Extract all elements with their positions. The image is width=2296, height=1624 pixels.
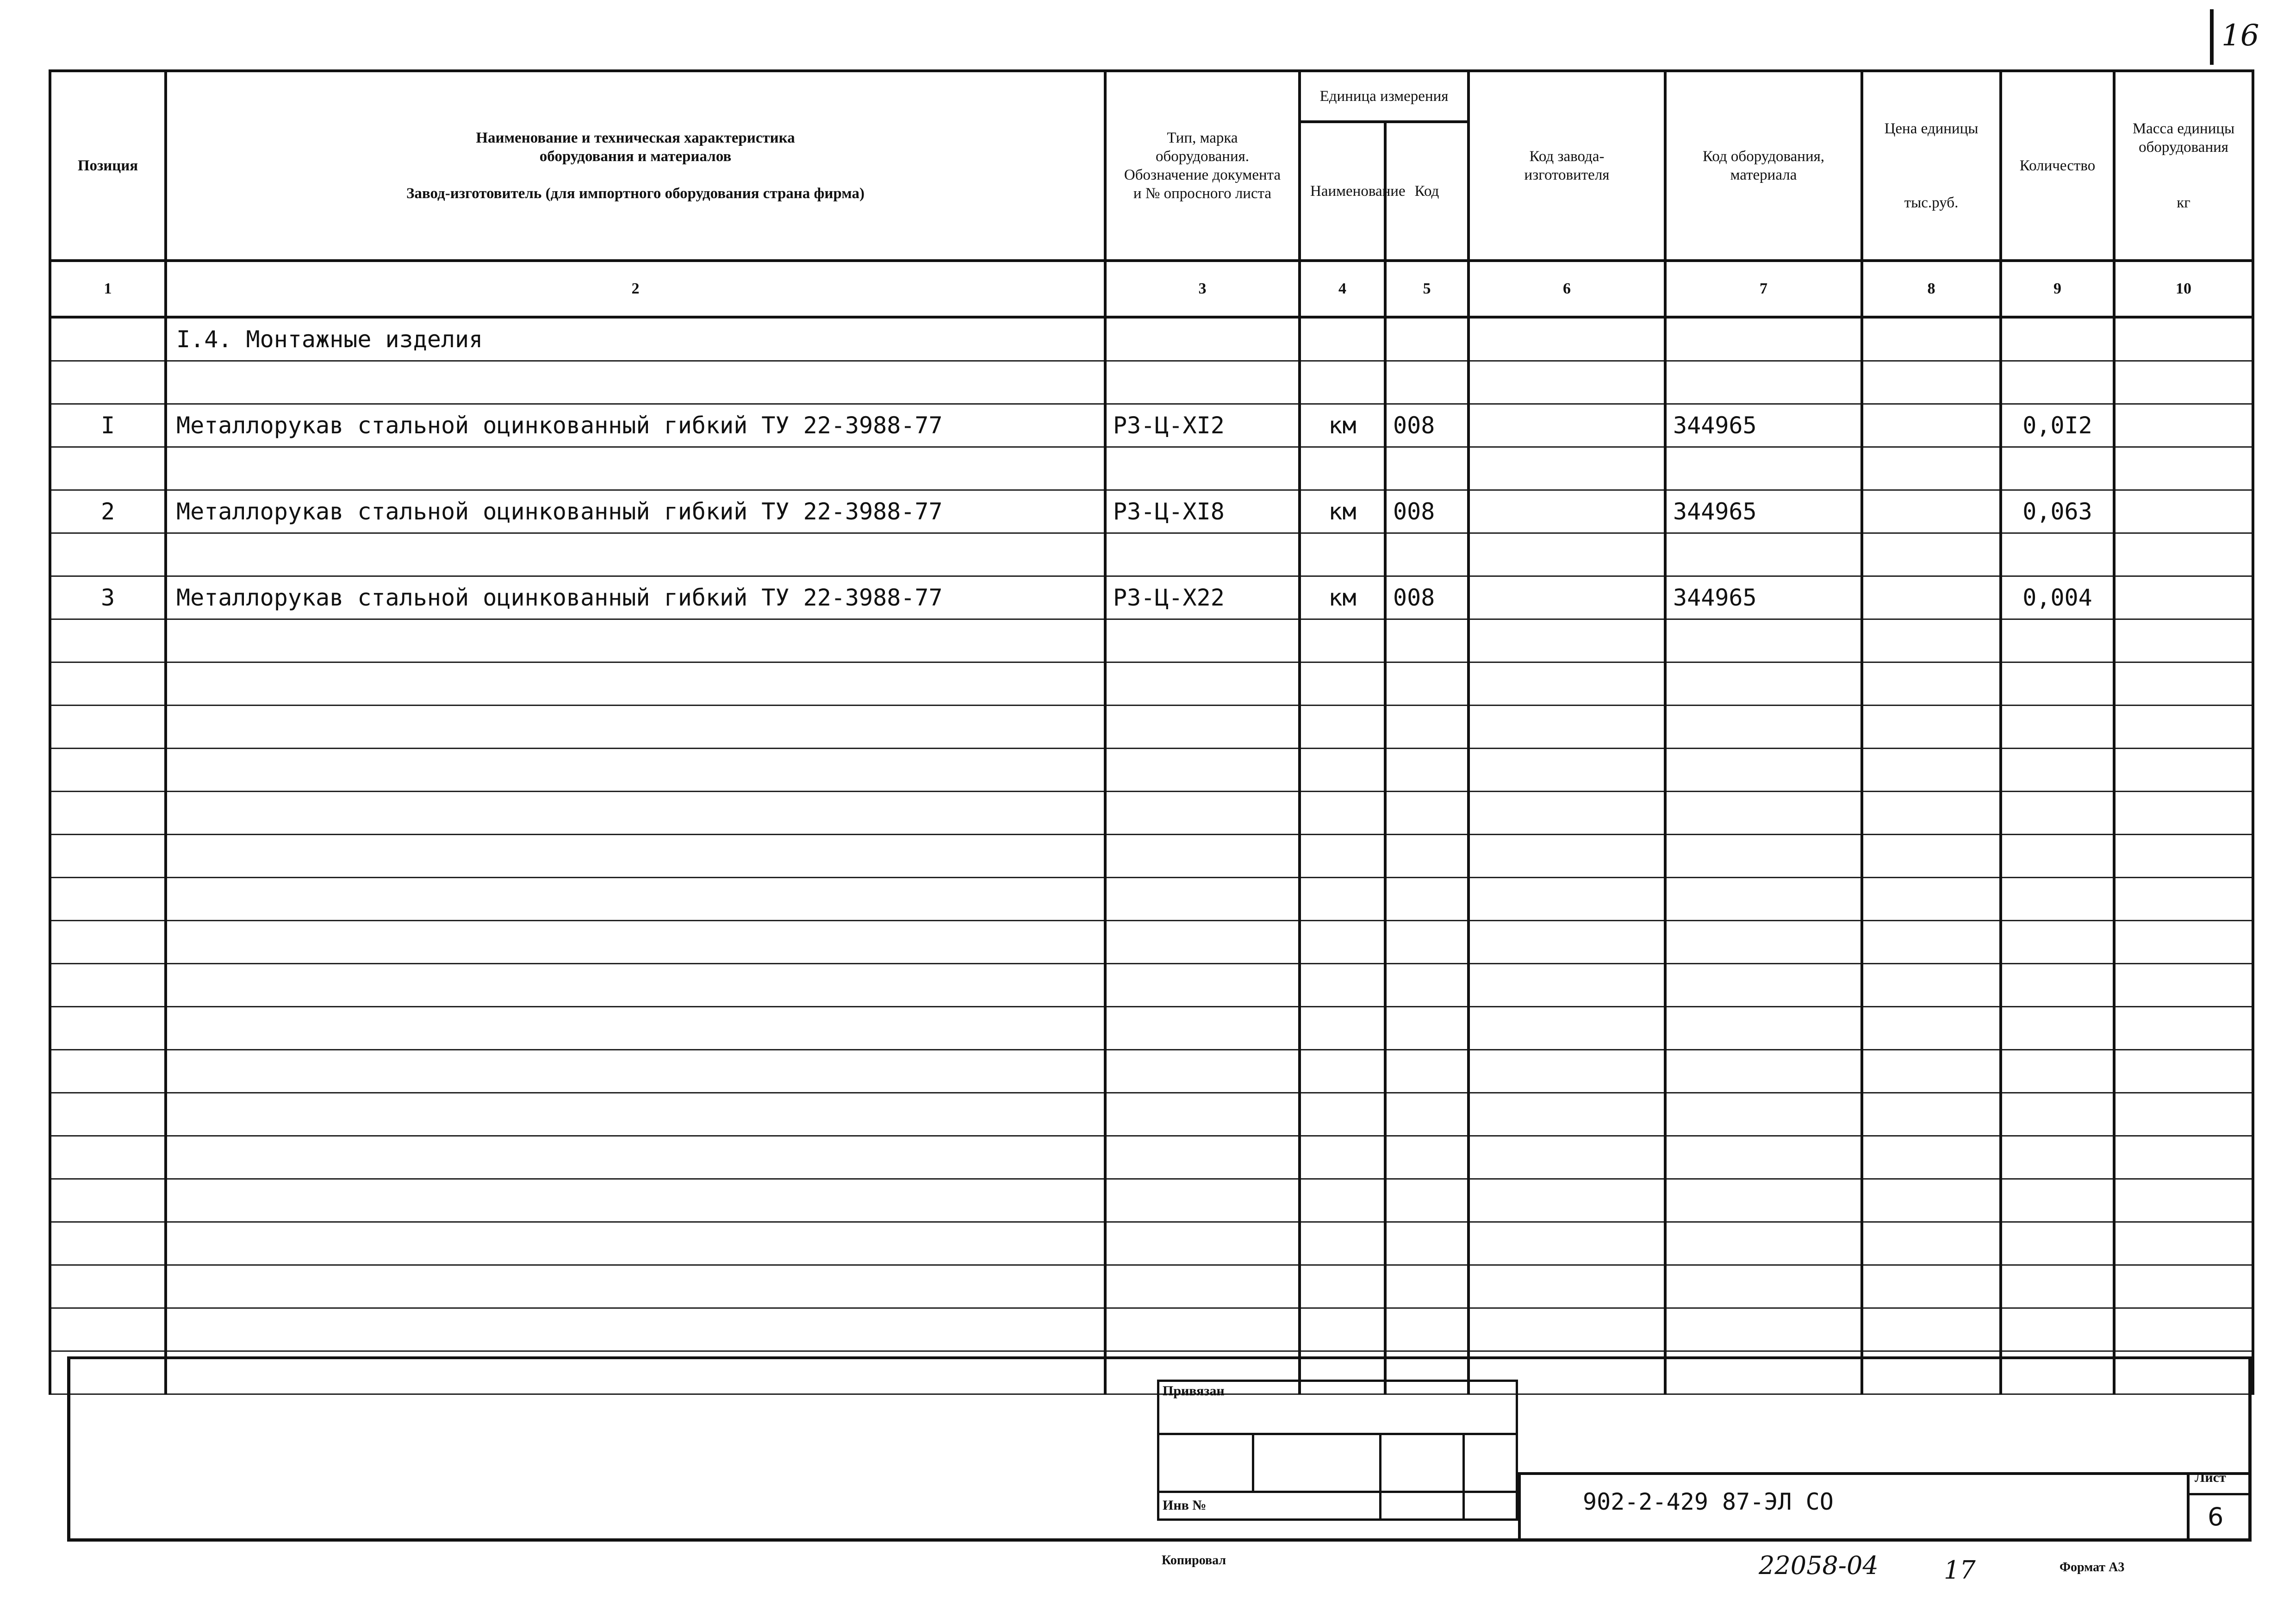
stamp-cell xyxy=(1462,1433,1518,1493)
column-number: 1 xyxy=(50,261,166,317)
row-quantity: 0,004 xyxy=(2001,576,2114,619)
header-name-manufacturer: Завод-изготовитель (для импортного оборудования страна фирма) xyxy=(406,185,865,202)
table-row xyxy=(50,619,2253,662)
stamp-cell xyxy=(1379,1433,1465,1493)
sheet-list-number: 6 xyxy=(2208,1502,2224,1531)
stamp-cell xyxy=(1252,1433,1381,1493)
table-row xyxy=(50,1265,2253,1308)
stamp-inv-label: Инв № xyxy=(1163,1498,1207,1513)
column-number: 3 xyxy=(1105,261,1300,317)
row-unit-code: 008 xyxy=(1385,576,1468,619)
row-name: Металлорукав стальной оцинкованный гибкий ТУ 22-3988-77 xyxy=(166,404,1105,447)
table-row xyxy=(50,1050,2253,1093)
table-row xyxy=(50,964,2253,1007)
sheet-list-label: Лист xyxy=(2195,1470,2226,1485)
column-number: 5 xyxy=(1385,261,1468,317)
row-position: 2 xyxy=(50,490,166,533)
table-row xyxy=(50,749,2253,792)
section-row xyxy=(50,317,2253,361)
table-row xyxy=(50,1308,2253,1351)
header-mass-label: Масса единицы оборудования xyxy=(2132,120,2235,156)
table-row xyxy=(50,490,2253,533)
row-unit-code: 008 xyxy=(1385,490,1468,533)
column-number: 6 xyxy=(1468,261,1665,317)
copied-by-label: Копировал xyxy=(1162,1553,1226,1568)
sheet-number: 16 xyxy=(2221,19,2259,53)
row-position: I xyxy=(50,404,166,447)
approval-stamp xyxy=(1157,1380,1527,1546)
format-label: Формат А3 xyxy=(2060,1560,2125,1574)
header-mass xyxy=(2114,71,2253,261)
row-unit-code: 008 xyxy=(1385,404,1468,447)
header-equipment-code: Код оборудования, материала xyxy=(1665,71,1862,261)
stamp-cell xyxy=(1157,1433,1254,1493)
table-row xyxy=(50,447,2253,490)
handwritten-code: 22058-04 xyxy=(1759,1551,1879,1580)
row-name: Металлорукав стальной оцинкованный гибкий ТУ 22-3988-77 xyxy=(166,490,1105,533)
table-row xyxy=(50,1136,2253,1179)
row-equipment-code: 344965 xyxy=(1665,576,1862,619)
table-row xyxy=(50,1222,2253,1265)
table-row xyxy=(50,1093,2253,1136)
table-row xyxy=(50,835,2253,878)
header-price xyxy=(1862,71,2001,261)
table-row xyxy=(50,878,2253,921)
row-type: Р3-Ц-ХI8 xyxy=(1105,490,1300,533)
header-price-unit: тыс.руб. xyxy=(1904,194,1959,211)
column-number: 2 xyxy=(166,261,1105,317)
row-quantity: 0,0I2 xyxy=(2001,404,2114,447)
row-unit: км xyxy=(1300,404,1385,447)
row-equipment-code: 344965 xyxy=(1665,404,1862,447)
header-mass-unit: кг xyxy=(2177,194,2190,211)
specification-table xyxy=(49,69,2254,1395)
section-title: I.4. Монтажные изделия xyxy=(166,317,1105,361)
row-type: Р3-Ц-ХI2 xyxy=(1105,404,1300,447)
document-code: 902-2-429 87-ЭЛ СО xyxy=(1583,1488,1834,1515)
header-name-title: Наименование и техническая характеристика оборудования и материалов xyxy=(476,130,795,165)
stamp-cell xyxy=(1379,1491,1465,1521)
handwritten-number: 17 xyxy=(1944,1555,1976,1585)
table-row xyxy=(50,576,2253,619)
table-row xyxy=(50,361,2253,404)
table-row xyxy=(50,706,2253,749)
header-unit-name: Наименование xyxy=(1300,122,1385,261)
column-number: 10 xyxy=(2114,261,2253,317)
row-unit: км xyxy=(1300,490,1385,533)
header-type: Тип, марка оборудования. Обозначение документа и № опросного листа xyxy=(1105,71,1300,261)
row-type: Р3-Ц-Х22 xyxy=(1105,576,1300,619)
table-row xyxy=(50,1007,2253,1050)
column-number: 8 xyxy=(1862,261,2001,317)
column-number: 9 xyxy=(2001,261,2114,317)
header-unit-code: Код xyxy=(1385,122,1468,261)
table-row xyxy=(50,662,2253,706)
header-factory-code: Код завода-изготовителя xyxy=(1468,71,1665,261)
column-number: 7 xyxy=(1665,261,1862,317)
stamp-privyazan-label: Привязан xyxy=(1163,1383,1225,1399)
header-price-label: Цена единицы xyxy=(1884,120,1979,137)
header-name xyxy=(166,71,1105,261)
sheet-number-divider xyxy=(2210,9,2214,65)
row-position: 3 xyxy=(50,576,166,619)
table-row xyxy=(50,404,2253,447)
stamp-cell xyxy=(1462,1491,1518,1521)
row-quantity: 0,063 xyxy=(2001,490,2114,533)
row-unit: км xyxy=(1300,576,1385,619)
table-row xyxy=(50,1179,2253,1222)
row-equipment-code: 344965 xyxy=(1665,490,1862,533)
header-position: Позиция xyxy=(50,71,166,261)
header-quantity: Количество xyxy=(2001,71,2114,261)
table-row xyxy=(50,792,2253,835)
table-row xyxy=(50,921,2253,964)
column-number: 4 xyxy=(1300,261,1385,317)
row-name: Металлорукав стальной оцинкованный гибкий ТУ 22-3988-77 xyxy=(166,576,1105,619)
header-unit-group: Единица измерения xyxy=(1300,71,1468,122)
table-row xyxy=(50,533,2253,576)
